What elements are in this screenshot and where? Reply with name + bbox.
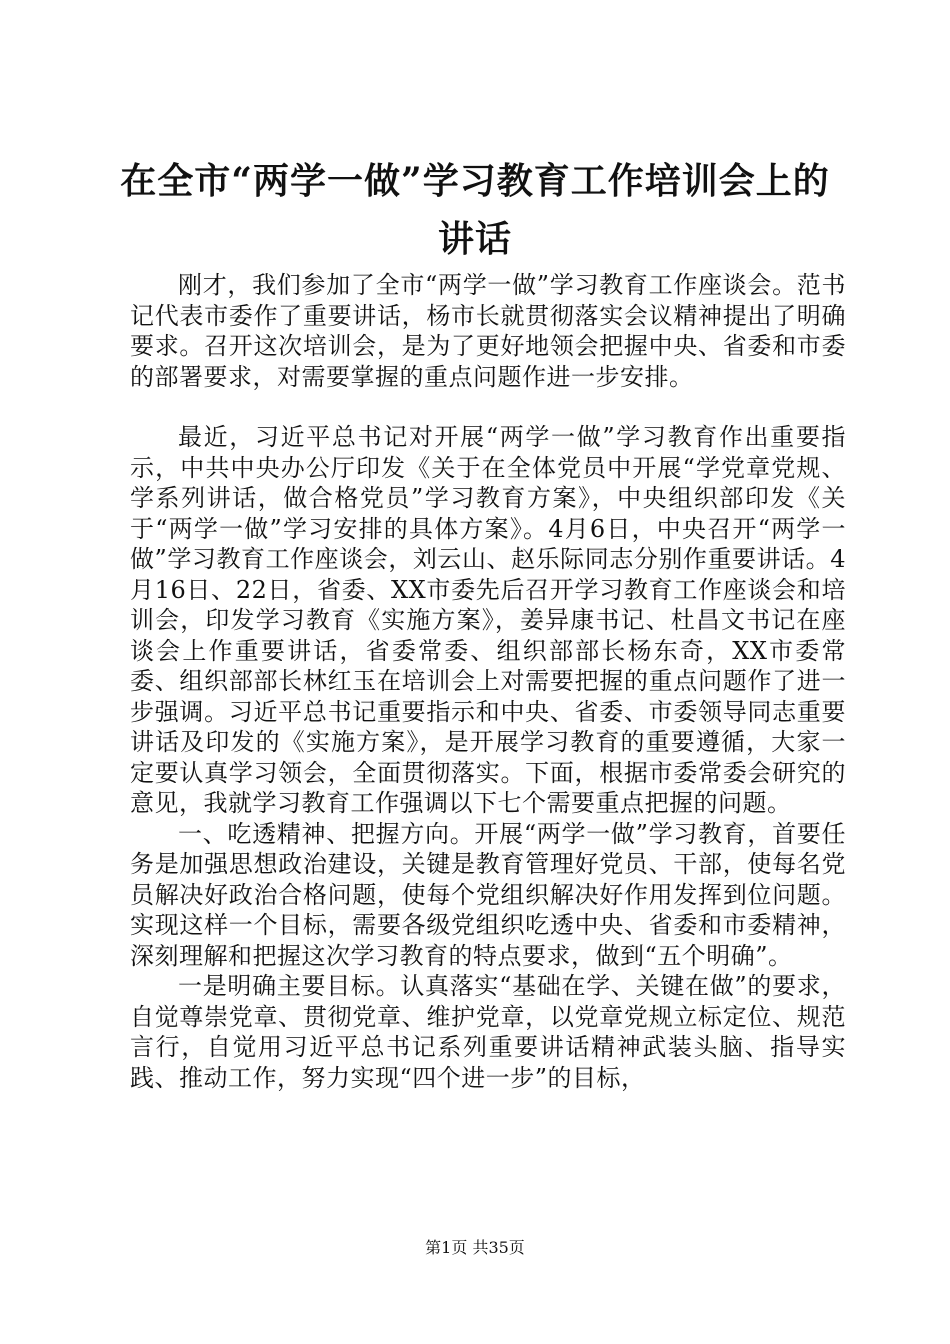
page-number: 第1页 共35页 <box>425 1238 525 1257</box>
paragraph-intro: 刚才，我们参加了全市“两学一做”学习教育工作座谈会。范书记代表市委作了重要讲话，杨市长就贯彻落实会议精神提出了明确要求。召开这次培训会，是为了更好地领会把握中央、省委和市委的部署要求，对需要掌握的重点问题作进一步安排。 <box>130 271 846 391</box>
document-title <box>100 152 850 268</box>
paragraph-point-one: 一是明确主要目标。认真落实“基础在学、关键在做”的要求，自觉尊崇党章、贯彻党章、维护党章，以党章党规立标定位、规范言行，自觉用习近平总书记系列重要讲话精神武装头脑、指导实践、推动工作，努力实现“四个进一步”的目标， <box>130 972 846 1092</box>
title-line-2: 讲话 <box>437 218 512 260</box>
title-line-1: 在全市“两学一做”学习教育工作培训会上的 <box>120 160 830 202</box>
paragraph-background: 最近，习近平总书记对开展“两学一做”学习教育作出重要指示，中共中央办公厅印发《关于在全体党员中开展“学党章党规、学系列讲话，做合格党员”学习教育方案》，中央组织部印发《关于“两学一做”学习安排的具体方案》。4月6日，中央召开“两学一做”学习教育工作座谈会，刘云山、赵乐际同志分别作重要讲话。4月16日、22日，省委、XX市委先后召开学习教育工作座谈会和培训会，印发学习教育《实施方案》，姜异康书记、杜昌文书记在座谈会上作重要讲话，省委常委、组织部部长杨东奇，XX市委常委、组织部部长林红玉在培训会上对需要把握的重点问题作了进一步强调。习近平总书记重要指示和中央、省委、市委领导同志重要讲话及印发的《实施方案》，是开展学习教育的重要遵循，大家一定要认真学习领会，全面贯彻落实。下面，根据市委常委会研究的意见，我就学习教育工作强调以下七个需要重点把握的问题。 <box>130 423 846 817</box>
document-body <box>130 270 846 1093</box>
page-footer <box>0 1238 950 1258</box>
paragraph-section-one: 一、吃透精神、把握方向。开展“两学一做”学习教育，首要任务是加强思想政治建设，关键是教育管理好党员、干部，使每名党员解决好政治合格问题，使每个党组织解决好作用发挥到位问题。实现这样一个目标，需要各级党组织吃透中央、省委和市委精神，深刻理解和把握这次学习教育的特点要求，做到“五个明确”。 <box>130 819 846 970</box>
